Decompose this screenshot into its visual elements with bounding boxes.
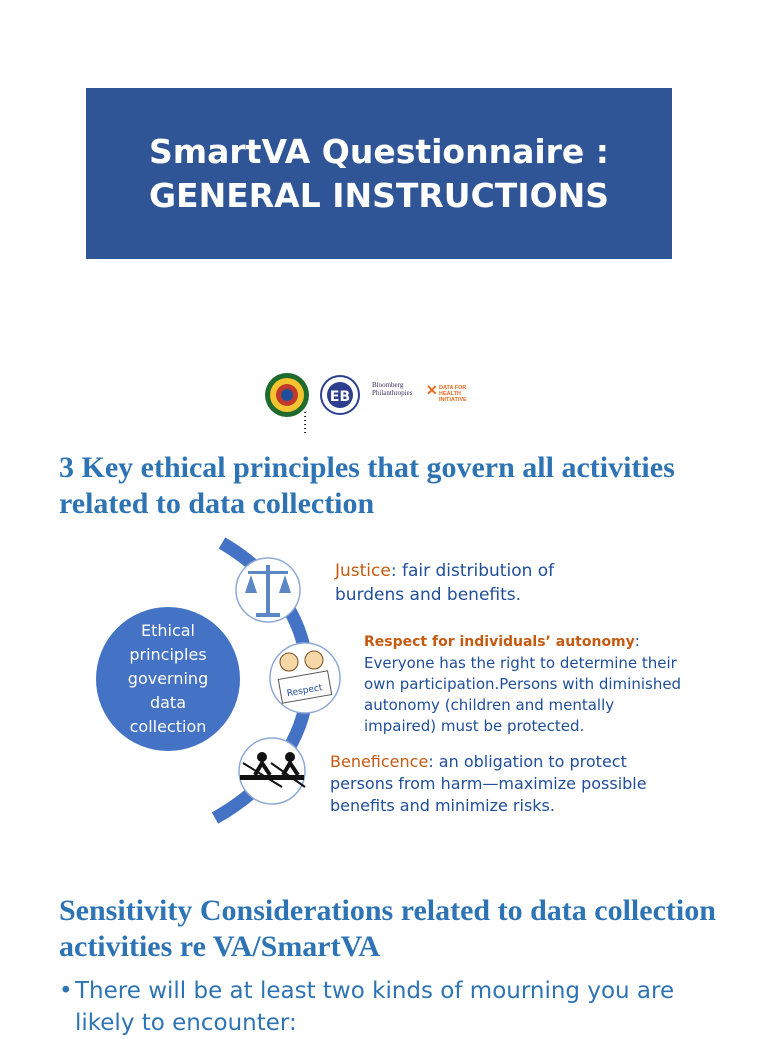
bloomberg-logo: Bloomberg Philanthropies (372, 381, 413, 397)
ethics-heading: 3 Key ethical principles that govern all activities related to data collection (59, 451, 675, 520)
divider-dots (304, 412, 306, 434)
respect-icon (270, 643, 340, 713)
justice-principle (335, 559, 595, 607)
d4h-x-icon: ✕ (426, 382, 438, 398)
respect-keyword: Respect for individuals’ autonomy (364, 634, 635, 650)
bullet-line-1: There will be at least two kinds of mourning you are (75, 978, 675, 1004)
beneficence-text: : an obligation to protect persons from harm—maximize possible benefits and minimize risks. (330, 752, 647, 815)
beneficence-keyword: Beneficence (330, 752, 429, 771)
title-line-2: GENERAL INSTRUCTIONS (148, 175, 610, 215)
sensitivity-heading: Sensitivity Considerations related to data collection activities re VA/SmartVA (59, 894, 716, 963)
respect-principle (364, 631, 684, 737)
respect-icon-label: Respect (286, 683, 324, 700)
respect-text: : Everyone has the right to determine their own participation.Persons with diminished autonomy (children and mentally impaired) must be protected. (364, 632, 682, 735)
partner-logos (264, 368, 504, 418)
justice-keyword: Justice (335, 561, 391, 581)
ethics-diagram (0, 535, 768, 835)
title-banner (86, 88, 672, 259)
center-label: Ethical principles governing data collection (127, 621, 209, 736)
bullet-item (59, 975, 759, 1039)
svg-text:EB: EB (329, 389, 351, 405)
epidemiology-bureau-seal-icon (320, 372, 360, 418)
bullet-line-2: likely to encounter: (75, 1010, 297, 1036)
bullet-symbol: • (59, 978, 73, 1004)
justice-text: : fair distribution of burdens and benefits. (335, 561, 555, 605)
scales-icon (236, 558, 300, 622)
title-line-1: SmartVA Questionnaire : (148, 131, 610, 171)
beneficence-principle (330, 751, 660, 817)
ethics-center-circle (96, 607, 240, 751)
rowing-icon (239, 738, 305, 804)
d4h-logo: DATA FOR HEALTH INITIATIVE (439, 385, 467, 403)
